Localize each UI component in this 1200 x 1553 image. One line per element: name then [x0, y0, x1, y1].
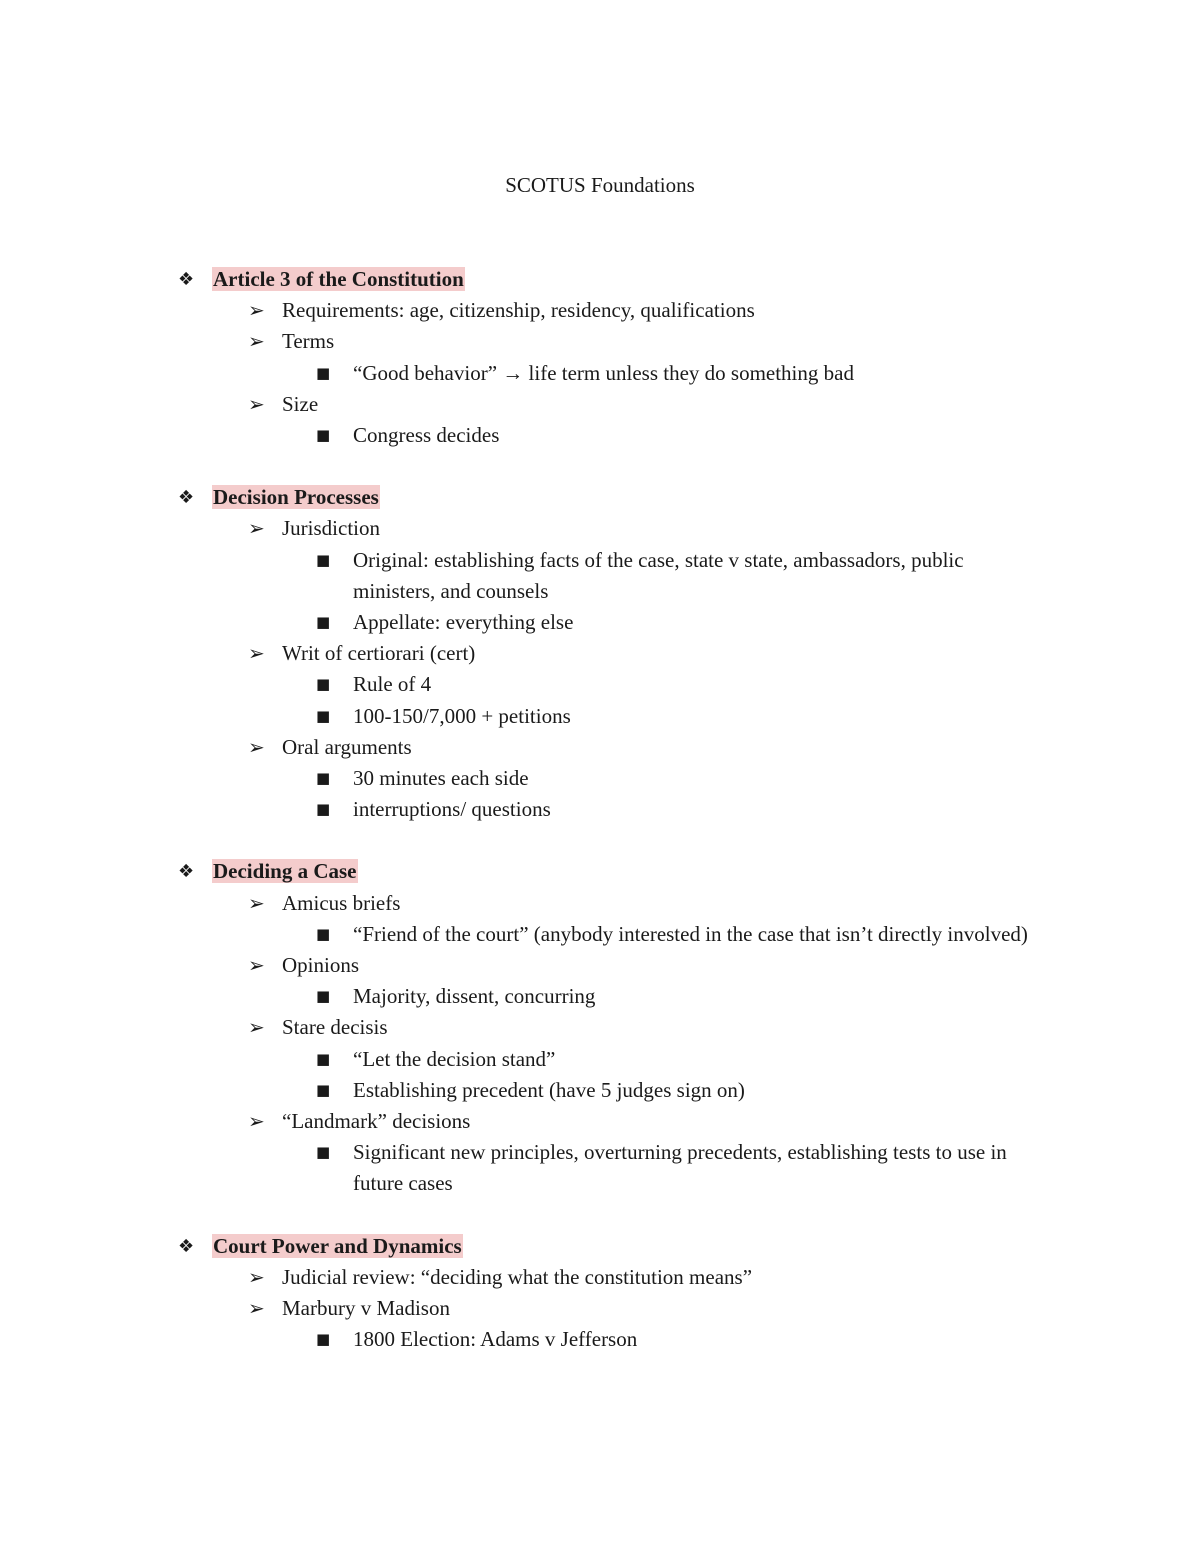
document-title: SCOTUS Foundations: [505, 173, 695, 197]
list-item: [0, 1262, 1200, 1293]
list-item-text: Oral arguments: [282, 734, 412, 759]
sub-list-item-text: “Friend of the court” (anybody interested in the case that isn’t directly involved): [353, 921, 1028, 946]
section-heading: Decision Processes: [213, 485, 379, 510]
sub-list-item: [0, 794, 1043, 825]
sub-list-item: [0, 1075, 1043, 1106]
arrow-bullet-icon: ➢: [248, 1109, 265, 1134]
section-decision-processes: [0, 482, 1200, 825]
square-bullet-icon: ■: [316, 1049, 331, 1068]
sub-list-item: [0, 701, 1043, 732]
sub-list-item: [0, 1044, 1043, 1075]
list-item: [0, 1012, 1200, 1043]
square-bullet-icon: ■: [316, 987, 331, 1006]
sub-list-item-text: Majority, dissent, concurring: [353, 984, 596, 1009]
sub-list-item: [0, 981, 1043, 1012]
arrow-bullet-icon: ➢: [248, 391, 265, 416]
list-item-text: Jurisdiction: [282, 516, 380, 541]
square-bullet-icon: ■: [316, 706, 331, 725]
list-item-text: Judicial review: “deciding what the constitution means”: [282, 1264, 753, 1289]
list-item: [0, 950, 1200, 981]
list-item-text: Stare decisis: [282, 1015, 388, 1040]
square-bullet-icon: ■: [316, 613, 331, 632]
sub-list-item-text: 100-150/7,000 + petitions: [353, 703, 571, 728]
list-item-text: Opinions: [282, 953, 360, 978]
square-bullet-icon: ■: [316, 675, 331, 694]
sub-list-item: [0, 669, 1043, 700]
list-item-text: “Landmark” decisions: [282, 1109, 471, 1134]
section-deciding-a-case: [0, 856, 1200, 1199]
arrow-bullet-icon: ➢: [248, 641, 265, 666]
section-heading-row: [0, 1231, 1200, 1262]
sub-list-item-text: Original: establishing facts of the case, state v state, ambassadors, public ministers, and counsels: [353, 547, 964, 603]
sub-list-item: [0, 1137, 1043, 1199]
section-heading: Court Power and Dynamics: [213, 1233, 462, 1258]
diamond-bullet-icon: ❖: [178, 487, 195, 509]
sub-list-item-text: 30 minutes each side: [353, 766, 529, 791]
diamond-bullet-icon: ❖: [178, 269, 195, 290]
sub-list-item-text: Appellate: everything else: [353, 610, 574, 635]
section-court-power: [0, 1231, 1200, 1356]
square-bullet-icon: ■: [316, 426, 331, 445]
arrow-bullet-icon: ➢: [248, 734, 265, 759]
square-bullet-icon: ■: [316, 1080, 331, 1099]
sub-list-item-text: 1800 Election: Adams v Jefferson: [353, 1327, 638, 1352]
sub-list-item: [0, 763, 1043, 794]
square-bullet-icon: ■: [316, 550, 331, 569]
section-heading: Deciding a Case: [213, 859, 357, 884]
sub-list-item-text: “Let the decision stand”: [353, 1046, 556, 1071]
diamond-bullet-icon: ❖: [178, 1235, 195, 1257]
square-bullet-icon: ■: [316, 924, 331, 943]
sub-list-item-text: Congress decides: [353, 423, 500, 448]
sub-list-item-text: “Good behavior” → life term unless they do something bad: [353, 360, 854, 385]
square-bullet-icon: ■: [316, 769, 331, 788]
sub-list-item-text: Significant new principles, overturning precedents, establishing tests to use in future cases: [353, 1140, 1007, 1196]
arrow-bullet-icon: ➢: [248, 516, 265, 541]
sub-list-item-text: Establishing precedent (have 5 judges sign on): [353, 1077, 745, 1102]
square-bullet-icon: ■: [316, 800, 331, 819]
square-bullet-icon: ■: [316, 363, 331, 382]
list-item: [0, 389, 1200, 420]
sub-list-item: [0, 919, 1043, 950]
sub-list-item: [0, 607, 1043, 638]
list-item: [0, 513, 1200, 544]
arrow-bullet-icon: ➢: [248, 890, 265, 915]
sub-list-item: [0, 420, 1043, 451]
list-item-text: Size: [282, 391, 319, 416]
arrow-bullet-icon: ➢: [248, 953, 265, 978]
sub-list-item-text: interruptions/ questions: [353, 797, 551, 822]
sub-list-item-text: Rule of 4: [353, 672, 432, 697]
list-item: [0, 888, 1200, 919]
arrow-bullet-icon: ➢: [248, 1296, 265, 1321]
section-heading: Article 3 of the Constitution: [213, 267, 464, 291]
arrow-bullet-icon: ➢: [248, 1264, 265, 1289]
square-bullet-icon: ■: [316, 1330, 331, 1349]
outline: [0, 264, 1200, 1387]
square-bullet-icon: ■: [316, 1143, 331, 1162]
arrow-bullet-icon: ➢: [248, 1015, 265, 1040]
list-item: [0, 1106, 1200, 1137]
list-item: [0, 732, 1200, 763]
sub-list-item: [0, 545, 1043, 607]
list-item-text: Amicus briefs: [282, 890, 401, 915]
list-item-text: Writ of certiorari (cert): [282, 641, 476, 666]
list-item-text: Terms: [282, 329, 335, 354]
list-item: [0, 1293, 1200, 1324]
list-item: [0, 295, 1200, 326]
section-article-3: [0, 264, 1200, 451]
list-item: [0, 638, 1200, 669]
section-heading-row: [0, 856, 1200, 887]
list-item-text: Marbury v Madison: [282, 1296, 450, 1321]
arrow-bullet-icon: ➢: [248, 298, 265, 323]
diamond-bullet-icon: ❖: [178, 861, 195, 883]
list-item-text: Requirements: age, citizenship, residency, qualifications: [282, 298, 755, 323]
list-item: [0, 326, 1200, 357]
sub-list-item: [0, 358, 1043, 389]
sub-list-item: [0, 1324, 1043, 1355]
arrow-bullet-icon: ➢: [248, 329, 265, 354]
section-heading-row: [0, 482, 1200, 513]
section-heading-row: [0, 264, 1200, 295]
